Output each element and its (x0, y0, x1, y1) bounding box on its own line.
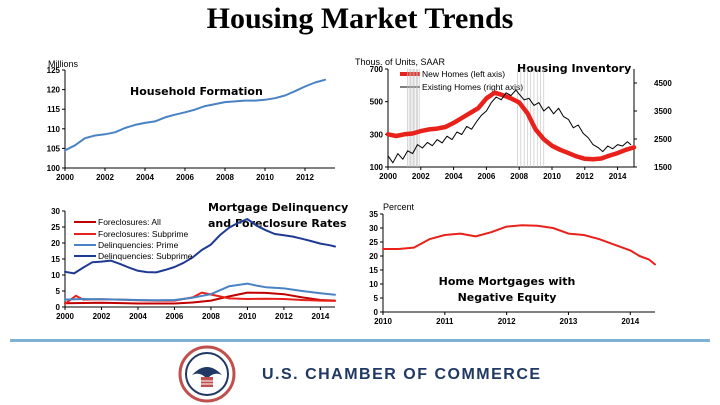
x-tick-label: 2014 (608, 172, 627, 181)
legend-label-existing-homes: Existing Homes (right axis) (422, 82, 524, 92)
x-tick-label: 2006 (477, 172, 496, 181)
x-tick-label: 2006 (165, 312, 184, 321)
y-tick-label: 10 (51, 271, 60, 280)
x-tick-label: 2010 (238, 312, 257, 321)
x-tick-label: 2004 (136, 173, 154, 182)
x-tick-label: 2000 (379, 172, 397, 181)
legend-label-delinquencies-prime: Delinquencies: Prime (98, 240, 179, 250)
y-tick-label: 100 (46, 164, 60, 173)
y-right-tick-label: 2500 (654, 135, 672, 144)
negequity-plot-area (369, 210, 655, 326)
negequity-unit-label: Percent (383, 202, 415, 212)
chamber-seal-logo (172, 345, 242, 403)
y-right-tick-label: 3500 (654, 107, 672, 116)
x-tick-label: 2010 (374, 317, 392, 326)
y-tick-label: 15 (51, 255, 60, 264)
negequity-title-line1: Home Mortgages with (438, 275, 576, 288)
footer-divider (10, 339, 710, 342)
inventory-unit-label: Thous. of Units, SAAR (355, 57, 446, 67)
x-tick-label: 2012 (575, 172, 594, 181)
legend-label-foreclosures-all: Foreclosures: All (98, 217, 161, 227)
y-right-tick-label: 4500 (654, 79, 672, 88)
y-tick-label: 700 (369, 65, 383, 74)
x-tick-label: 2011 (436, 317, 454, 326)
x-tick-label: 2000 (56, 312, 74, 321)
y-tick-label: 120 (46, 85, 60, 95)
x-tick-label: 2008 (216, 173, 234, 182)
organization-name: U.S. CHAMBER OF COMMERCE (262, 366, 542, 383)
x-tick-label: 2002 (92, 312, 111, 321)
legend-label-new-homes: New Homes (left axis) (422, 69, 506, 79)
x-tick-label: 2012 (296, 173, 314, 182)
y-tick-label: 20 (51, 239, 60, 248)
legend-label-delinquencies-subprime: Delinquencies: Subprime (98, 251, 193, 261)
y-right-tick-label: 1500 (654, 163, 672, 172)
series-line-existing-homes-right-axis- (388, 90, 631, 163)
x-tick-label: 2000 (56, 173, 74, 182)
y-tick-label: 5 (55, 287, 60, 296)
household-unit-label: Millions (48, 59, 79, 69)
inventory-legend (400, 69, 523, 92)
y-tick-label: 15 (369, 266, 378, 275)
x-tick-label: 2014 (621, 317, 640, 326)
x-tick-label: 2002 (411, 172, 430, 181)
delinquency-title-line2: and Foreclosure Rates (208, 217, 347, 230)
y-tick-label: 105 (46, 144, 60, 154)
y-tick-label: 5 (373, 294, 378, 303)
y-tick-label: 115 (47, 105, 60, 115)
delinquency-chart (30, 195, 350, 330)
x-tick-label: 2004 (444, 172, 463, 181)
x-tick-label: 2012 (275, 312, 293, 321)
legend-label-foreclosures-subprime: Foreclosures: Subprime (98, 229, 189, 239)
x-tick-label: 2002 (96, 173, 114, 182)
x-tick-label: 2010 (256, 173, 274, 182)
x-tick-label: 2012 (497, 317, 516, 326)
y-tick-label: 30 (51, 207, 60, 216)
negequity-title-line2: Negative Equity (457, 291, 557, 304)
delinquency-legend (74, 217, 193, 261)
y-tick-label: 110 (47, 124, 60, 134)
x-tick-label: 2013 (559, 317, 578, 326)
housing-inventory-chart (350, 55, 690, 190)
inventory-plot-area (370, 65, 673, 181)
x-tick-label: 2010 (543, 172, 561, 181)
household-plot-area (47, 66, 335, 182)
y-tick-label: 35 (369, 210, 378, 219)
y-tick-label: 125 (46, 66, 60, 75)
x-tick-label: 2014 (311, 312, 330, 321)
x-tick-label: 2008 (510, 172, 529, 181)
x-tick-label: 2004 (129, 312, 147, 321)
y-tick-label: 300 (369, 130, 383, 140)
negative-equity-chart (355, 200, 675, 335)
y-tick-label: 0 (373, 308, 378, 317)
x-tick-label: 2008 (202, 312, 220, 321)
y-tick-label: 0 (55, 303, 60, 312)
household-formation-chart (30, 58, 350, 188)
series-line-new-homes-left-axis- (388, 93, 634, 160)
y-tick-label: 30 (369, 224, 378, 233)
y-tick-label: 25 (51, 223, 60, 232)
y-tick-label: 20 (369, 252, 378, 261)
series-line-negequity (383, 225, 655, 264)
delinquency-title-line1: Mortgage Delinquency (208, 201, 349, 214)
slide-title: Housing Market Trends (206, 2, 514, 35)
y-tick-label: 10 (369, 280, 378, 289)
household-chart-title: Household Formation (130, 85, 263, 98)
x-tick-label: 2006 (176, 173, 194, 182)
y-tick-label: 25 (369, 238, 378, 247)
series-line-delinquencies-prime (65, 284, 335, 301)
y-tick-label: 100 (369, 163, 383, 172)
inventory-chart-title: Housing Inventory (517, 62, 632, 75)
y-tick-label: 500 (369, 97, 383, 107)
